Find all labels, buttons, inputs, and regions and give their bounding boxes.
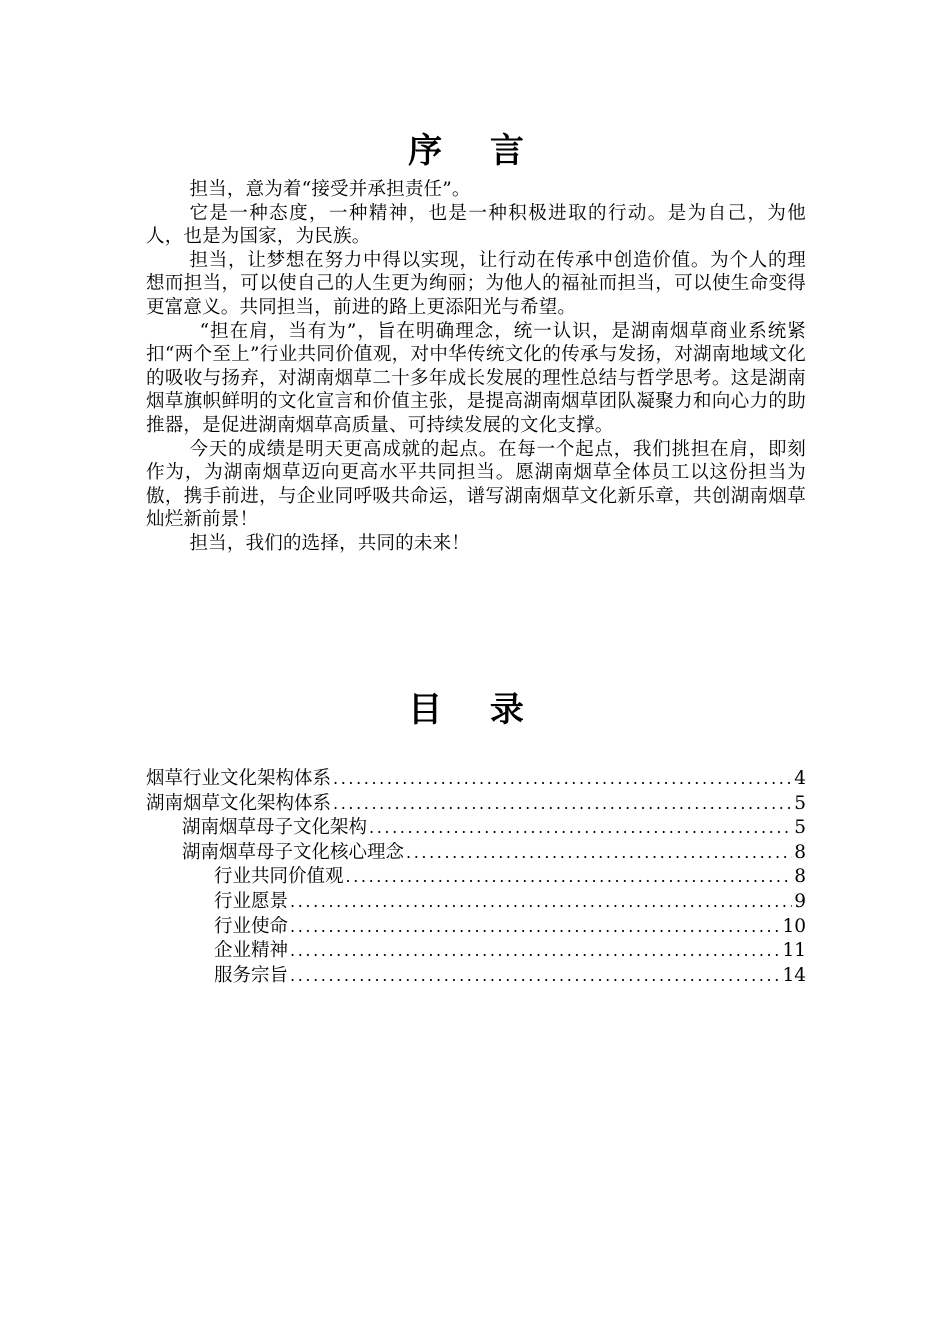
preface-title: 序 言 — [408, 131, 542, 171]
toc-entry[interactable] — [146, 964, 806, 989]
preface-paragraph: 担当，我们的选择，共同的未来！ — [189, 532, 470, 554]
toc-dot-leader — [406, 841, 792, 866]
toc-entry-label: 行业使命 — [214, 915, 289, 937]
preface-paragraph: 它是一种态度，一种精神，也是一种积极进取的行动。是为自己，为他人，也是为国家，为民族。 — [146, 202, 806, 248]
toc-entry-label: 服务宗旨 — [214, 964, 289, 986]
toc-entry-label: 行业共同价值观 — [214, 866, 344, 888]
toc-entry-page: 4 — [794, 768, 806, 789]
toc-entry[interactable] — [146, 816, 806, 841]
table-of-contents — [146, 767, 806, 988]
preface-paragraph: 担当，意为着“接受并承担责任”。 — [189, 179, 471, 200]
toc-entry[interactable] — [146, 865, 806, 890]
preface-body — [146, 178, 806, 556]
toc-dot-leader — [290, 939, 780, 964]
toc-entry-label: 行业愿景 — [214, 890, 289, 912]
preface-paragraph: “担在肩，当有为”，旨在明确理念，统一认识，是湖南烟草商业系统紧扣“两个至上”行业共同价值观，对中华传统文化的传承与发扬，对湖南地域文化的吸收与扬弃，对湖南烟草二十多年成长发展的理性总结与哲学思考。这是湖南烟草旗帜鲜明的文化宣言和价值主张，是提高湖南烟草团队凝聚力和向心力的助推器，是促进湖南烟草高质量、可持续发展的文化支撑。 — [146, 320, 806, 436]
toc-entry[interactable] — [146, 890, 806, 915]
toc-dot-leader — [333, 792, 792, 817]
toc-entry[interactable] — [146, 792, 806, 817]
toc-entry-label: 湖南烟草文化架构体系 — [146, 792, 332, 814]
toc-entry-page: 9 — [794, 890, 806, 912]
toc-entry[interactable] — [146, 915, 806, 940]
toc-entry[interactable] — [146, 939, 806, 964]
toc-title: 目 录 — [408, 690, 542, 730]
preface-paragraph: 今天的成绩是明天更高成就的起点。在每一个起点，我们挑担在肩，即刻作为，为湖南烟草迈向更高水平共同担当。愿湖南烟草全体员工以这份担当为傲，携手前进，与企业同呼吸共命运，谱写湖南烟草文化新乐章，共创湖南烟草灿烂新前景！ — [146, 438, 806, 531]
toc-dot-leader — [346, 865, 793, 890]
toc-entry-label: 企业精神 — [214, 940, 289, 962]
toc-entry-page: 11 — [782, 940, 806, 962]
toc-entry-page: 10 — [782, 915, 806, 937]
toc-entry-label: 湖南烟草母子文化架构 — [182, 817, 368, 839]
toc-dot-leader — [333, 767, 792, 792]
toc-dot-leader — [290, 915, 780, 940]
toc-dot-leader — [369, 816, 792, 841]
toc-entry-label: 湖南烟草母子文化核心理念 — [182, 841, 405, 863]
toc-entry-page: 8 — [794, 841, 806, 863]
preface-paragraph: 担当，让梦想在努力中得以实现，让行动在传承中创造价值。为个人的理想而担当，可以使自己的人生更为绚丽；为他人的福祉而担当，可以使生命变得更富意义。共同担当，前进的路上更添阳光与希望。 — [146, 249, 806, 318]
toc-entry-label: 烟草行业文化架构体系 — [146, 768, 332, 789]
toc-entry-page: 8 — [794, 866, 806, 888]
toc-entry[interactable] — [146, 841, 806, 866]
toc-dot-leader — [290, 890, 792, 915]
toc-entry-page: 5 — [794, 792, 806, 814]
toc-dot-leader — [290, 964, 780, 989]
toc-entry-page: 14 — [782, 964, 806, 986]
toc-entry-page: 5 — [794, 817, 806, 839]
toc-entry[interactable] — [146, 767, 806, 792]
